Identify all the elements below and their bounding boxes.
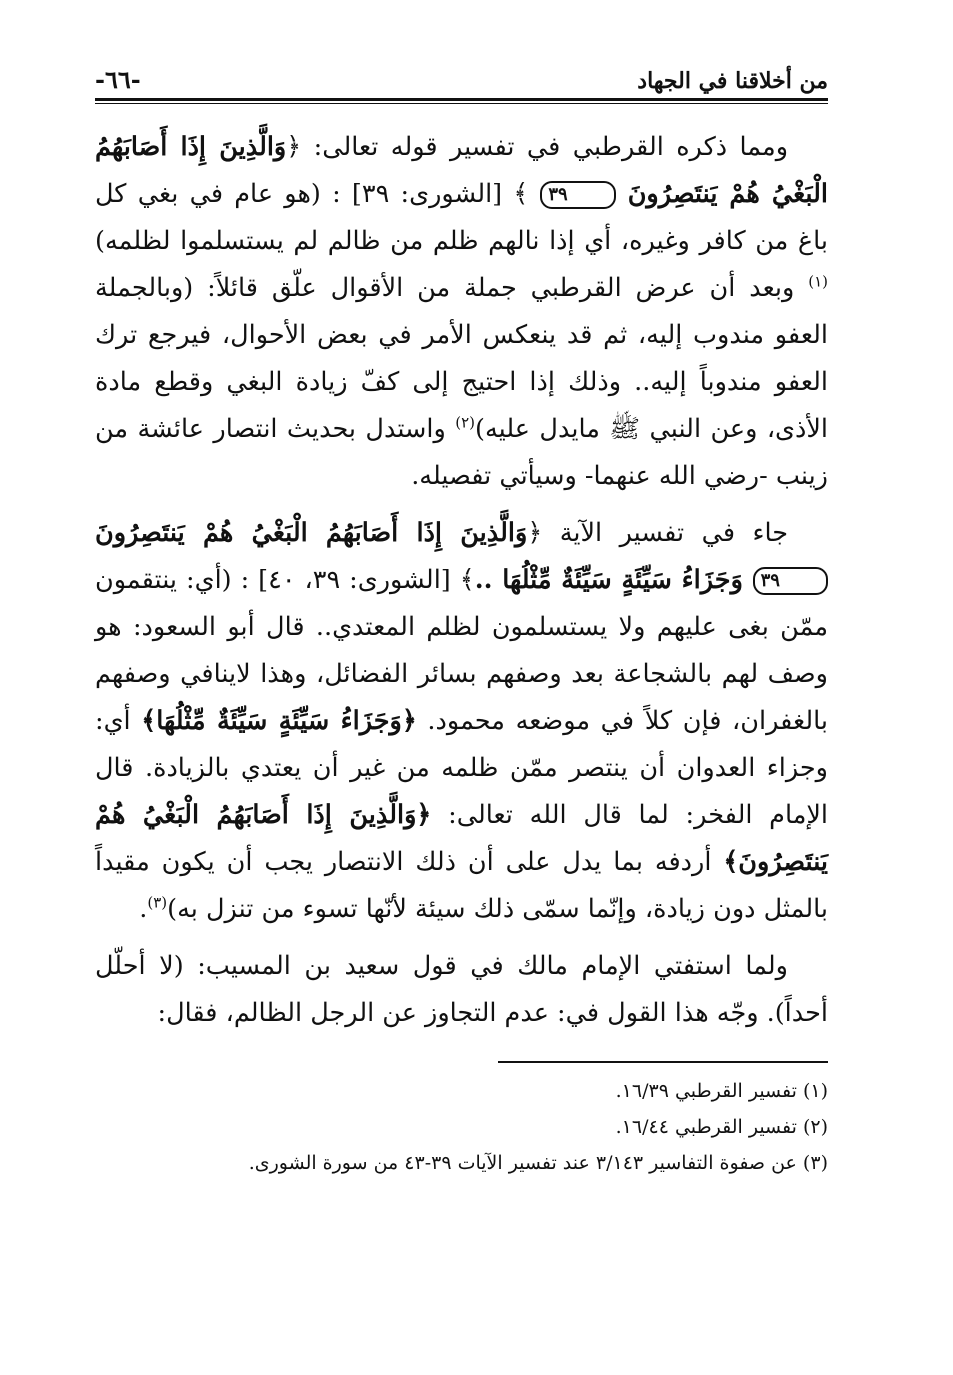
- page-body: [95, 124, 828, 1037]
- text-run: جاء في تفسير الآية: [542, 518, 789, 548]
- ornate-bracket-open: ﴿: [527, 518, 543, 548]
- footnote-marker: (٣): [147, 893, 168, 912]
- paragraph-2: [95, 510, 828, 933]
- running-title: من أخلاقنا في الجهاد: [637, 68, 828, 94]
- ornate-bracket-open: ﴿: [286, 132, 302, 162]
- quran-verse: ﴿وَالَّذِينَ إِذَا أَصَابَهُمُ الْبَغْيُ هُمْ يَنتَصِرُونَ﴾: [95, 800, 828, 877]
- text-run: وبعد أن عرض القرطبي جملة من الأقوال علّق قائلاً: (وبالجملة العفو مندوب إليه، ثم قد ينعكس الأمر في بعض الأحوال، فيرجع ترك العفو مندوباً إليه.. وذلك إذا احتيج إلى كفّ زيادة البغي وقطع مادة الأذى، وعن النبي ﷺ مايدل عليه): [95, 273, 828, 444]
- footnote-marker: (١): [808, 272, 828, 291]
- page-header: [95, 58, 828, 94]
- ayah-number-badge: ٣٩: [753, 567, 828, 595]
- quran-verse: ﴿وَجَزَاءُ سَيِّئَةٍ سَيِّئَةٌ مِّثْلُهَا﴾: [141, 706, 417, 736]
- ayah-number-badge: ٣٩: [540, 181, 615, 209]
- ornate-bracket-close: ﴾: [513, 179, 529, 209]
- footnote-2: (٢) تفسير القرطبي ١٦/٤٤.: [615, 1116, 828, 1138]
- text-run: أي: وجزاء العدوان أن ينتصر ممّن ظلمه من غير أن يعتدي بالزيادة. قال الإمام الفخر: لما قال الله تعالى:: [95, 706, 828, 830]
- footnote-marker: (٢): [455, 413, 476, 432]
- text-run: .: [139, 894, 148, 924]
- paragraph-3: [95, 943, 828, 1037]
- footnotes: [95, 1073, 828, 1181]
- header-rule-thin: [95, 103, 828, 104]
- verse-reference: [الشورى: ٣٩] :: [320, 179, 514, 209]
- verse-text: وَالَّذِينَ إِذَا أَصَابَهُمُ الْبَغْيُ هُمْ يَنتَصِرُونَ: [95, 132, 828, 209]
- text-run: (هو عام في بغي كل باغ من كافر وغيره، أي إذا نالهم ظلم من ظالم لم يستسلموا لظلمه): [95, 179, 828, 256]
- text-run: أردفه بما يدل على أن ذلك الانتصار يجب أن يكون مقيداً بالمثل دون زيادة، وإنّما سمّى ذلك سيئة لأنّها تسوء من تنزل به): [95, 847, 828, 924]
- header-rule: [95, 98, 828, 101]
- page-number: -٦٦-: [95, 65, 141, 94]
- footnote-separator: [498, 1061, 828, 1063]
- footnote-3: (٣) عن صفوة التفاسير ٣/١٤٣ عند تفسير الآيات ٣٩-٤٣ من سورة الشورى.: [248, 1152, 828, 1174]
- ornate-bracket-close: ﴾: [459, 565, 475, 595]
- verse-reference: [الشورى: ٣٩، ٤٠] :: [231, 565, 460, 595]
- text-run: واستدل بحديث انتصار عائشة من زينب -رضي الله عنهما- وسيأتي تفصيله.: [95, 414, 828, 491]
- verse-text: وَجَزَاءُ سَيِّئَةٍ سَيِّئَةٌ مِّثْلُهَا ..: [474, 565, 753, 595]
- text-run: ولما استفتي الإمام مالك في قول سعيد بن المسيب: (لا أحلّل أحداً). وجّه هذا القول في: عدم التجاوز عن الرجل الظالم، فقال:: [95, 951, 828, 1028]
- footnote-1: (١) تفسير القرطبي ١٦/٣٩.: [615, 1080, 828, 1102]
- text-run: ومما ذكره القرطبي في تفسير قوله تعالى:: [301, 132, 789, 162]
- text-run: (أي: ينتقمون ممّن بغى عليهم ولا يستسلمون لظلم المعتدي.. قال أبو السعود: هو وصف لهم بالشجاعة بعد وصفهم بسائر الفضائل، وهذا لاينافي وصفهم بالغفران، فإن كلاً في موضعه محمود.: [95, 565, 828, 736]
- verse-text: وَالَّذِينَ إِذَا أَصَابَهُمُ الْبَغْيُ هُمْ يَنتَصِرُونَ: [95, 518, 528, 548]
- paragraph-1: [95, 124, 828, 500]
